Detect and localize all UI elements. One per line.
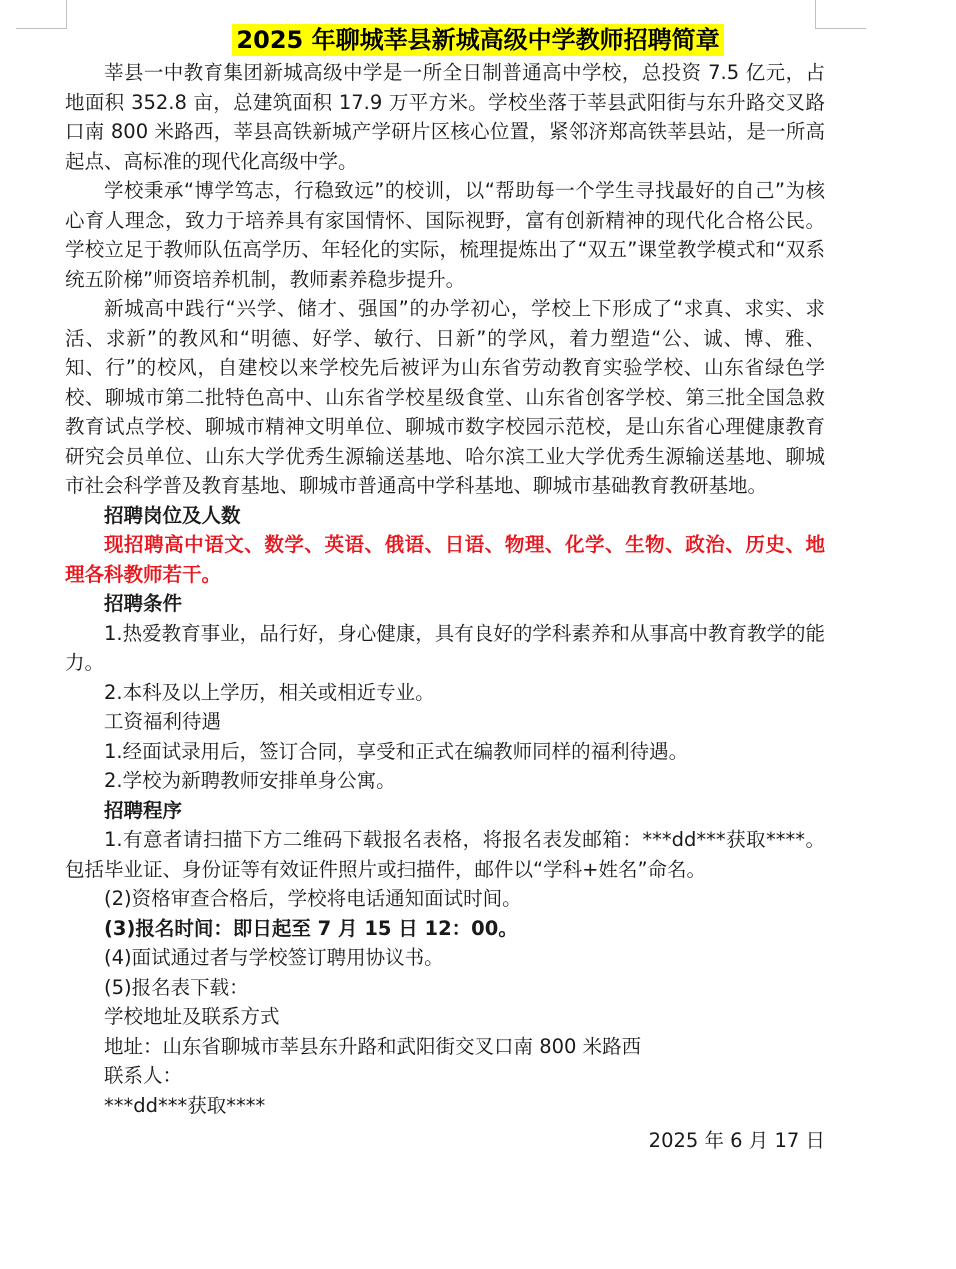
intro-paragraph-3: 新城高中践行“兴学、储才、强国”的办学初心，学校上下形成了“求真、求实、求活、求新”的教风和“明德、好学、敏行、日新”的学风，着力塑造“公、诚、博、雅、知、行”的校风，自建校以来学校先后被评为山东省劳动教育实验学校、山东省绿色学校、聊城市第二批特色高中、山东省学校星级食堂、山东省创客学校、第三批全国急救教育试点学校、聊城市精神文明单位、聊城市数字校园示范校，是山东省心理健康教育研究会员单位、山东大学优秀生源输送基地、哈尔滨工业大学优秀生源输送基地、聊城市社会科学普及教育基地、聊城市普通高中学科基地、聊城市基础教育教研基地。 xyxy=(65,297,825,497)
document-date: 2025 年 6 月 17 日 xyxy=(648,1129,825,1152)
condition-item-1: 1.热爱教育事业，品行好，身心健康，具有良好的学科素养和从事高中教育教学的能力。 xyxy=(65,621,825,674)
conditions-heading: 招聘条件 xyxy=(104,592,183,615)
benefit-item-1: 1.经面试录用后，签订合同，享受和正式在编教师同样的福利待遇。 xyxy=(104,739,689,763)
condition-item-2: 2.本科及以上学历，相关或相近专业。 xyxy=(104,680,435,704)
intro-paragraph-1: 莘县一中教育集团新城高级中学是一所全日制普通高中学校，总投资 7.5 亿元，占地面积 352.8 亩，总建筑面积 17.9 万平方米。学校坐落于莘县武阳街与东升路交叉路口南 800 米路西，莘县高铁新城产学研片区核心位置，紧邻济郑高铁莘县站，是一所高起点、高标准的现代化高级中学。 xyxy=(65,61,825,173)
benefit-item-2: 2.学校为新聘教师安排单身公寓。 xyxy=(104,769,396,792)
document-body xyxy=(65,58,825,1156)
contact-person-label: 联系人： xyxy=(104,1064,183,1087)
positions-heading: 招聘岗位及人数 xyxy=(104,503,241,527)
benefits-heading: 工资福利待遇 xyxy=(104,710,222,733)
contact-person-value: ***dd***获取**** xyxy=(104,1093,266,1117)
procedure-item-2: (2)资格审查合格后，学校将电话通知面试时间。 xyxy=(104,887,522,910)
intro-paragraph-2: 学校秉承“博学笃志，行稳致远”的校训，以“帮助每一个学生寻找最好的自己”为核心育人理念，致力于培养具有家国情怀、国际视野，富有创新精神的现代化合格公民。学校立足于教师队伍高学历、年轻化的实际，梳理提炼出了“双五”课堂教学模式和“双系统五阶梯”师资培养机制，教师素养稳步提升。 xyxy=(65,179,825,291)
procedure-item-1: 1.有意者请扫描下方二维码下载报名表格，将报名表发邮箱：***dd***获取****。包括毕业证、身份证等有效证件照片或扫描件，邮件以“学科+姓名”命名。 xyxy=(65,828,825,881)
contact-heading: 学校地址及联系方式 xyxy=(104,1005,280,1028)
document-title: 2025 年聊城莘县新城高级中学教师招聘简章 xyxy=(232,24,723,56)
procedure-item-3: (3)报名时间：即日起至 7 月 15 日 12：00。 xyxy=(104,916,518,940)
procedure-item-5: (5)报名表下载： xyxy=(104,975,249,999)
positions-text: 现招聘高中语文、数学、英语、俄语、日语、物理、化学、生物、政治、历史、地理各科教师若干。 xyxy=(65,533,825,586)
contact-address: 地址：山东省聊城市莘县东升路和武阳街交叉口南 800 米路西 xyxy=(104,1034,642,1058)
procedure-heading: 招聘程序 xyxy=(104,798,183,822)
title-wrapper xyxy=(0,24,956,56)
procedure-item-4: (4)面试通过者与学校签订聘用协议书。 xyxy=(104,946,444,969)
